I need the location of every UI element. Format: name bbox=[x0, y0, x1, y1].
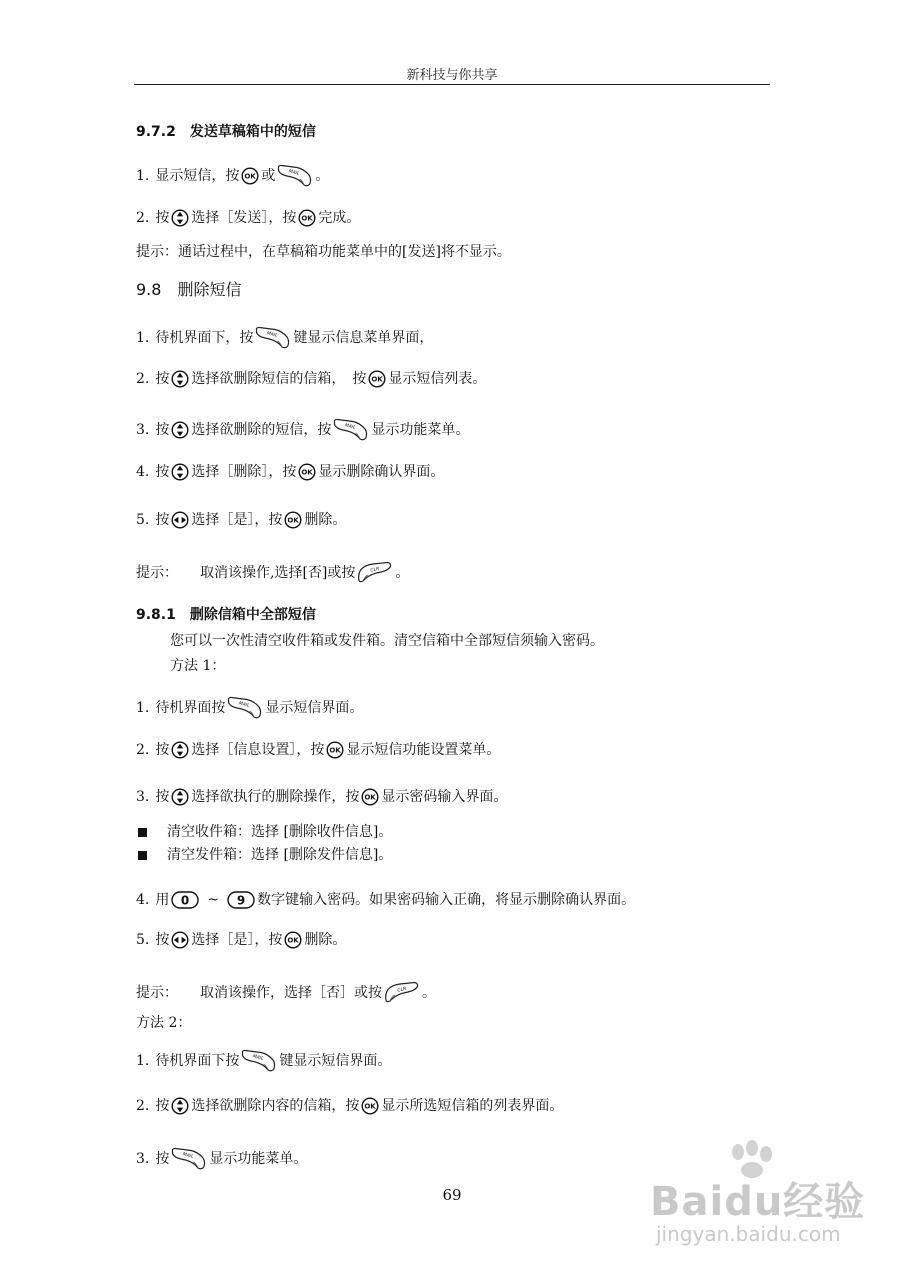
svg-text:OK: OK bbox=[364, 1102, 377, 1111]
step-text: 待机界面按 bbox=[155, 700, 226, 716]
ok-key-icon bbox=[284, 931, 302, 949]
header-title: 新科技与你共享 bbox=[406, 68, 498, 83]
step-text: 完成。 bbox=[318, 210, 361, 226]
tip-text: 。 bbox=[422, 985, 436, 1001]
step-text: 选择［是］，按 bbox=[191, 932, 283, 948]
step-number: 4. bbox=[136, 892, 150, 908]
svg-text:OK: OK bbox=[364, 793, 377, 802]
step-line bbox=[136, 369, 486, 389]
step-line bbox=[136, 1147, 307, 1171]
step-text: 按 bbox=[155, 932, 170, 948]
step-text: 选择欲删除短信的信箱， 按 bbox=[191, 371, 367, 387]
step-text: 选择［是］，按 bbox=[191, 512, 283, 528]
step-number: 1. bbox=[136, 1053, 150, 1069]
ok-key-icon bbox=[298, 463, 316, 481]
step-text: 按 bbox=[155, 742, 170, 758]
step-text: 选择［发送］，按 bbox=[191, 210, 297, 226]
tip-text: 取消该操作,选择[否]或按 bbox=[200, 565, 356, 581]
tip-line bbox=[136, 981, 436, 1005]
step-line bbox=[136, 462, 444, 482]
step-number: 4. bbox=[136, 464, 150, 480]
step-text: 显示短信功能设置菜单。 bbox=[346, 742, 501, 758]
ok-key-icon bbox=[368, 370, 386, 388]
clr-key-icon bbox=[384, 981, 420, 1005]
step-text: 删除。 bbox=[304, 512, 347, 528]
tip-label: 提示： bbox=[136, 565, 178, 581]
method-label: 方法 1： bbox=[170, 658, 226, 674]
step-text: 按 bbox=[155, 512, 170, 528]
square-bullet-icon bbox=[138, 851, 147, 860]
step-text: 选择欲执行的删除操作，按 bbox=[191, 789, 360, 805]
step-text: 按 bbox=[155, 210, 170, 226]
step-line bbox=[136, 208, 360, 228]
nav-up-down-icon bbox=[171, 788, 189, 806]
svg-text:OK: OK bbox=[371, 375, 384, 384]
svg-text:9: 9 bbox=[236, 893, 246, 908]
svg-text:MAIL: MAIL bbox=[252, 1054, 265, 1062]
nav-up-down-icon bbox=[171, 209, 189, 227]
step-number: 2. bbox=[136, 742, 150, 758]
ok-key-icon bbox=[241, 167, 259, 185]
method-label: 方法 2： bbox=[136, 1015, 192, 1031]
ok-key-icon bbox=[284, 511, 302, 529]
step-text: 显示功能菜单。 bbox=[371, 422, 470, 438]
step-number: 3. bbox=[136, 1151, 150, 1167]
step-text: 键显示信息菜单界面， bbox=[293, 330, 434, 346]
svg-text:OK: OK bbox=[301, 468, 314, 477]
section-heading-9-7-2: 9.7.2 发送草稿箱中的短信 bbox=[136, 124, 316, 140]
step-text: 显示删除确认界面。 bbox=[318, 464, 445, 480]
step-line bbox=[136, 510, 346, 530]
list-item bbox=[138, 822, 392, 842]
step-text: 数字键输入密码。如果密码输入正确，将显示删除确认界面。 bbox=[257, 892, 636, 908]
step-number: 5. bbox=[136, 932, 150, 948]
svg-text:MAIL: MAIL bbox=[266, 331, 279, 339]
step-number: 2. bbox=[136, 371, 150, 387]
step-text: 选择欲删除的短信，按 bbox=[191, 422, 332, 438]
mail-key-icon bbox=[227, 696, 263, 720]
nav-up-down-icon bbox=[171, 741, 189, 759]
step-line bbox=[136, 326, 433, 350]
nav-up-down-icon bbox=[171, 463, 189, 481]
list-item-text: 清空收件箱：选择 [删除收件信息]。 bbox=[167, 824, 393, 840]
step-number: 1. bbox=[136, 168, 150, 184]
step-text: 。 bbox=[315, 168, 330, 184]
list-item-text: 清空发件箱：选择 [删除发件信息]。 bbox=[167, 847, 393, 863]
section-intro: 您可以一次性清空收件箱或发件箱。清空信箱中全部短信须输入密码。 bbox=[170, 633, 604, 649]
step-number: 1. bbox=[136, 700, 150, 716]
step-number: 5. bbox=[136, 512, 150, 528]
step-text: 按 bbox=[155, 789, 170, 805]
step-text: 按 bbox=[155, 422, 170, 438]
list-item bbox=[138, 845, 392, 865]
step-text: 删除。 bbox=[304, 932, 347, 948]
nav-up-down-icon bbox=[171, 370, 189, 388]
section-heading-9-8-1: 9.8.1 删除信箱中全部短信 bbox=[136, 607, 316, 623]
step-text: 显示短信，按 bbox=[155, 168, 240, 184]
step-number: 3. bbox=[136, 422, 150, 438]
range-tilde: ~ bbox=[207, 892, 220, 908]
tip-line: 提示：通话过程中，在草稿箱功能菜单中的[发送]将不显示。 bbox=[136, 244, 511, 260]
mail-key-icon bbox=[333, 418, 369, 442]
step-line bbox=[136, 418, 469, 442]
svg-text:OK: OK bbox=[301, 214, 314, 223]
step-number: 2. bbox=[136, 210, 150, 226]
watermark bbox=[650, 1140, 880, 1270]
clr-key-icon bbox=[357, 561, 393, 585]
mail-key-icon bbox=[255, 326, 291, 350]
nine-key-icon bbox=[227, 891, 255, 909]
svg-text:CLR: CLR bbox=[397, 986, 407, 994]
step-line bbox=[136, 930, 346, 950]
step-text: 待机界面下，按 bbox=[155, 330, 254, 346]
step-text: 按 bbox=[155, 371, 170, 387]
step-line bbox=[136, 164, 329, 188]
tip-label: 提示： bbox=[136, 985, 178, 1001]
svg-text:OK: OK bbox=[329, 746, 342, 755]
step-text: 待机界面下按 bbox=[155, 1053, 240, 1069]
step-text: 选择欲删除内容的信箱，按 bbox=[191, 1098, 360, 1114]
step-text: 按 bbox=[155, 464, 170, 480]
step-line bbox=[136, 1096, 563, 1116]
step-line bbox=[136, 890, 635, 910]
nav-left-right-icon bbox=[171, 511, 189, 529]
mail-key-icon bbox=[277, 164, 313, 188]
tip-text: 取消该操作，选择［否］或按 bbox=[200, 985, 382, 1001]
svg-text:OK: OK bbox=[287, 936, 300, 945]
section-heading-9-8: 9.8 删除短信 bbox=[136, 280, 242, 299]
watermark-url: jingyan.baidu.com bbox=[656, 1222, 841, 1246]
watermark-brand: Baidu经验 bbox=[650, 1179, 866, 1225]
step-line bbox=[136, 1049, 391, 1073]
step-text: 显示密码输入界面。 bbox=[381, 789, 508, 805]
zero-key-icon bbox=[171, 891, 199, 909]
step-text: 按 bbox=[155, 1151, 170, 1167]
step-text: 显示功能菜单。 bbox=[209, 1151, 308, 1167]
square-bullet-icon bbox=[138, 828, 147, 837]
nav-left-right-icon bbox=[171, 931, 189, 949]
mail-key-icon bbox=[171, 1147, 207, 1171]
step-text: 或 bbox=[261, 168, 276, 184]
ok-key-icon bbox=[326, 741, 344, 759]
svg-text:MAIL: MAIL bbox=[182, 1152, 195, 1160]
ok-key-icon bbox=[361, 1097, 379, 1115]
ok-key-icon bbox=[361, 788, 379, 806]
svg-text:MAIL: MAIL bbox=[238, 701, 251, 709]
step-text: 选择［信息设置］，按 bbox=[191, 742, 325, 758]
nav-up-down-icon bbox=[171, 421, 189, 439]
svg-text:MAIL: MAIL bbox=[288, 169, 301, 177]
svg-text:MAIL: MAIL bbox=[344, 423, 357, 431]
svg-text:OK: OK bbox=[244, 172, 257, 181]
tip-line bbox=[136, 561, 409, 585]
step-text: 选择［删除］，按 bbox=[191, 464, 297, 480]
svg-text:CLR: CLR bbox=[370, 566, 381, 574]
step-line bbox=[136, 740, 500, 760]
page-number: 69 bbox=[442, 1186, 462, 1204]
step-number: 3. bbox=[136, 789, 150, 805]
step-line bbox=[136, 696, 363, 720]
step-text: 显示所选短信箱的列表界面。 bbox=[381, 1098, 564, 1114]
svg-text:0: 0 bbox=[181, 893, 190, 908]
step-text: 按 bbox=[155, 1098, 170, 1114]
svg-text:OK: OK bbox=[287, 516, 300, 525]
step-number: 1. bbox=[136, 330, 150, 346]
tip-text: 。 bbox=[395, 565, 410, 581]
mail-key-icon bbox=[241, 1049, 277, 1073]
nav-up-down-icon bbox=[171, 1097, 189, 1115]
ok-key-icon bbox=[298, 209, 316, 227]
step-text: 显示短信列表。 bbox=[388, 371, 487, 387]
step-text: 键显示短信界面。 bbox=[279, 1053, 392, 1069]
header-divider bbox=[134, 84, 770, 85]
step-text: 用 bbox=[155, 892, 170, 908]
step-text: 显示短信界面。 bbox=[265, 700, 364, 716]
step-number: 2. bbox=[136, 1098, 150, 1114]
step-line bbox=[136, 787, 507, 807]
